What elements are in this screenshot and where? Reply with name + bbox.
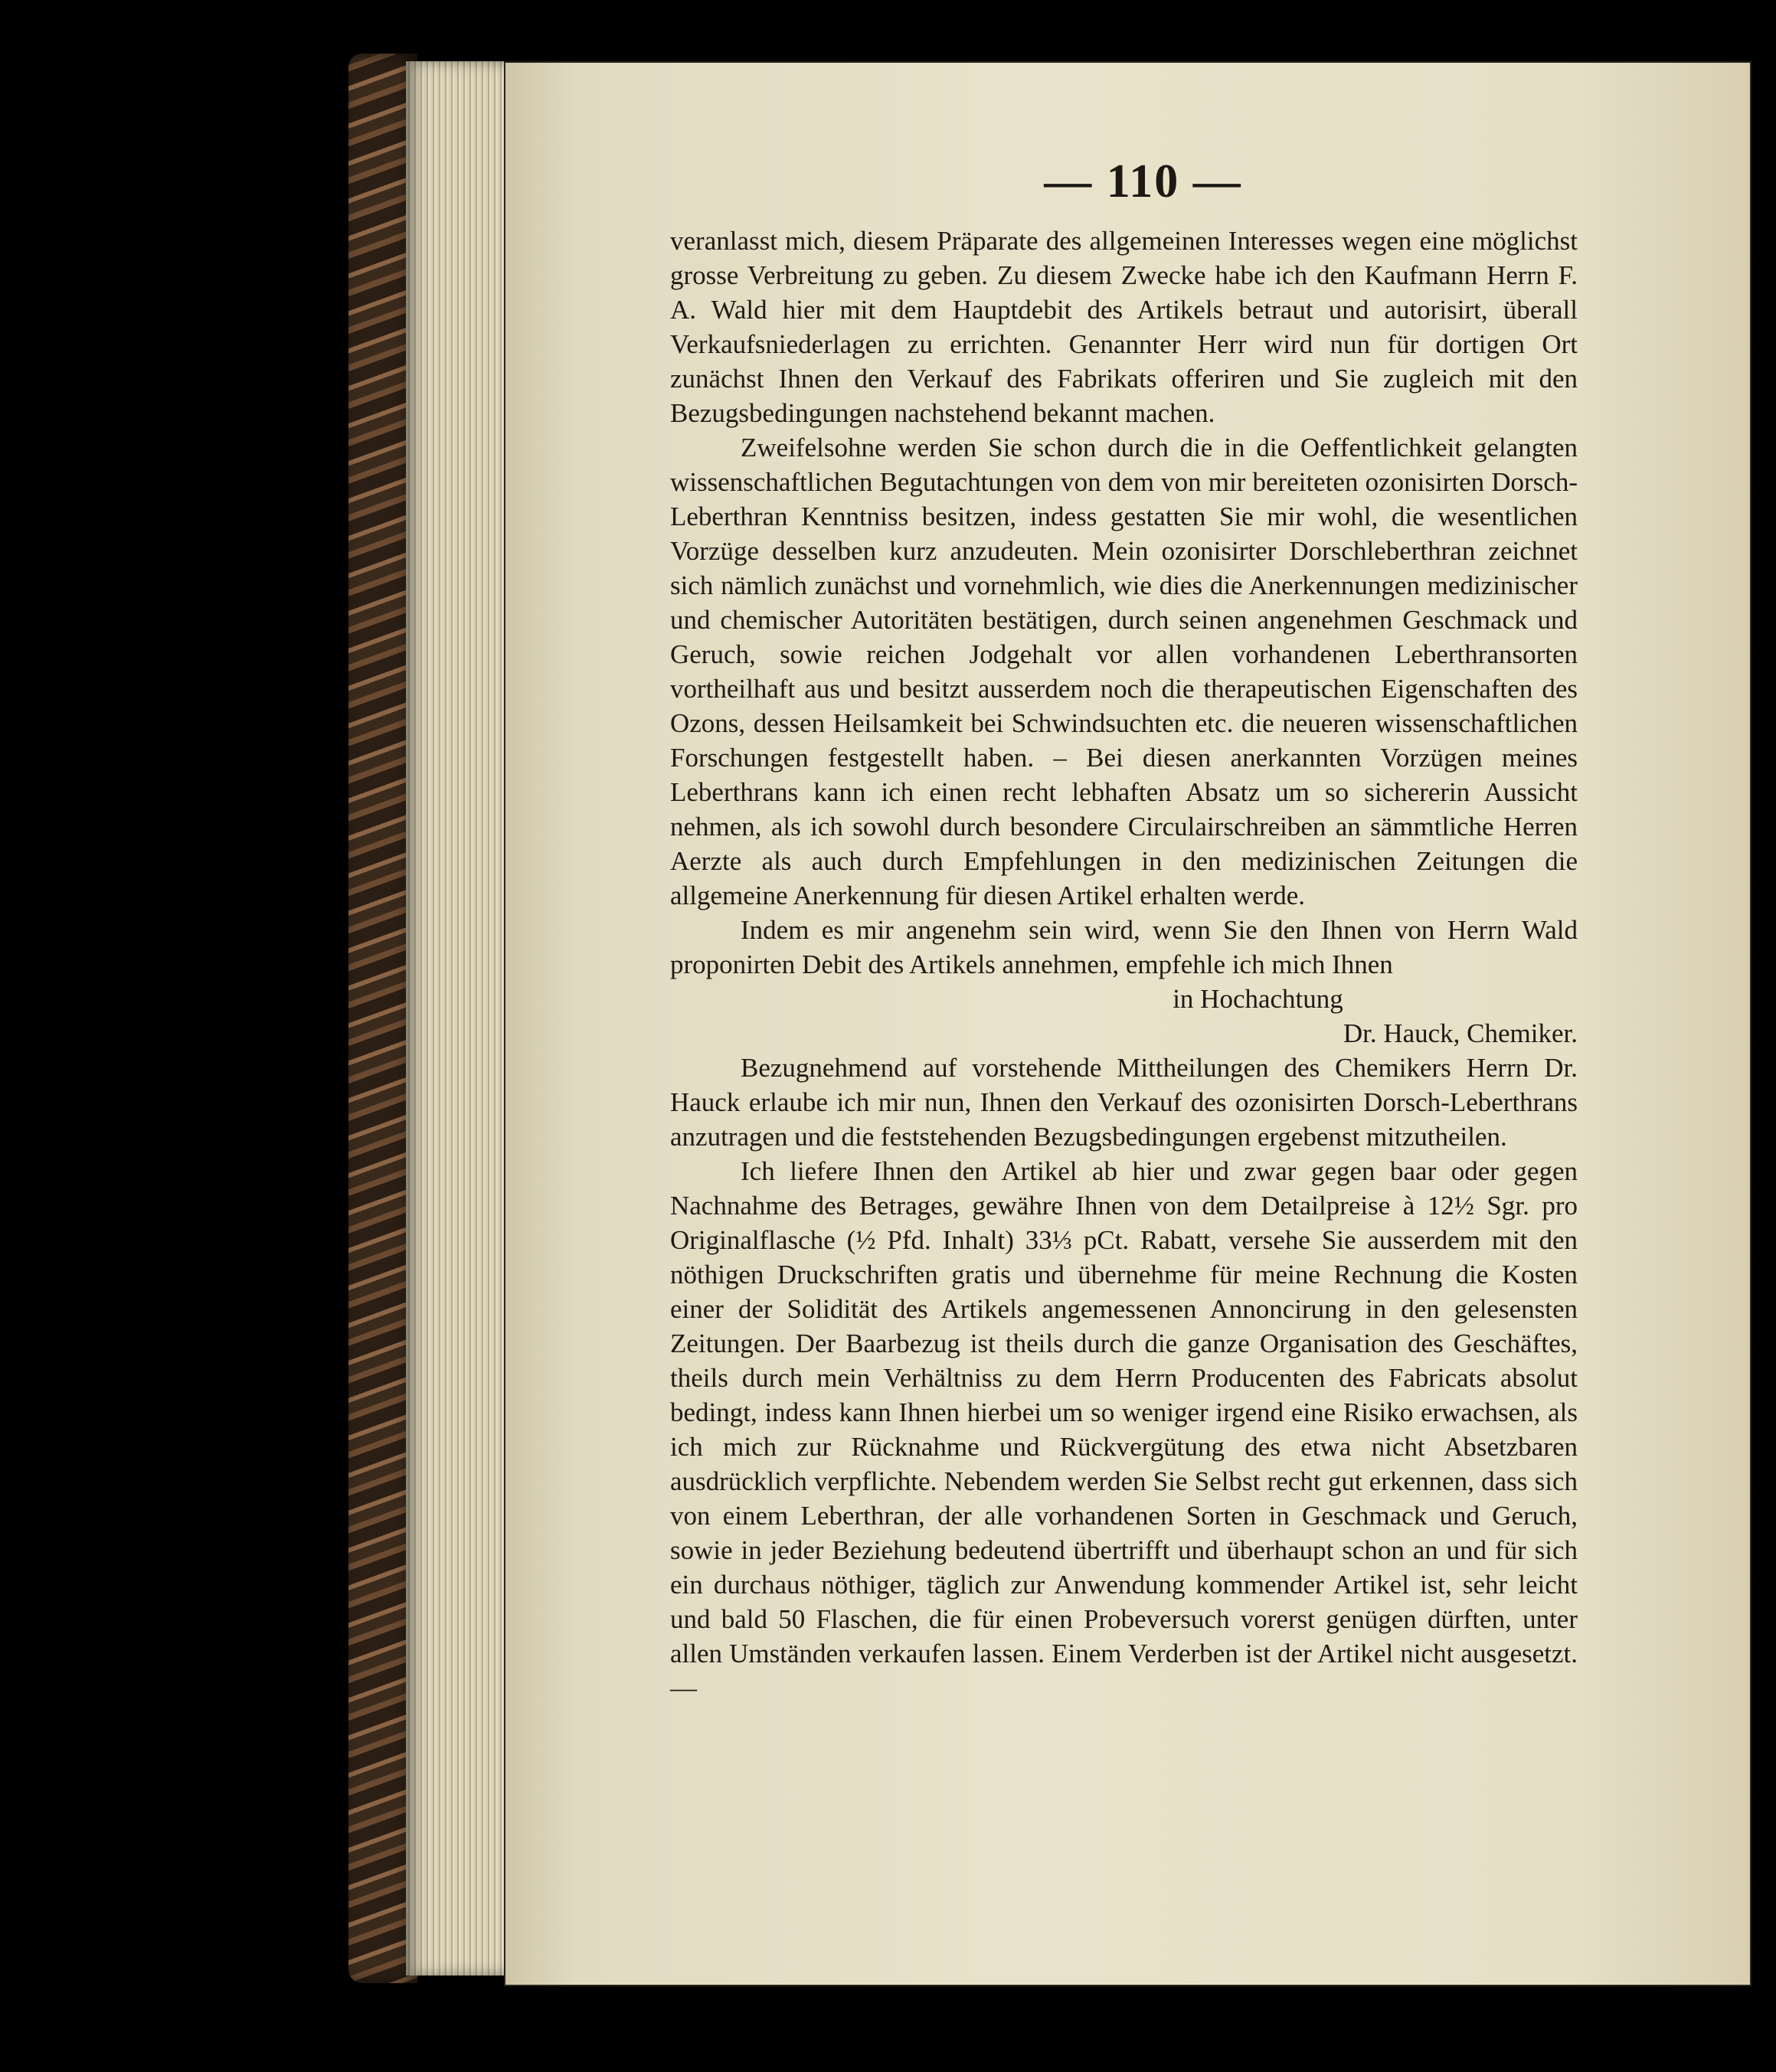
- closing-line: in Hochachtung: [1173, 984, 1343, 1014]
- paragraph-2: Zweifelsohne werden Sie schon durch die in die Oeffentlichkeit gelangten wissenschaftlichen Begutachtungen von dem von mir bereiteten ozonisirten Dorsch-Leberthran Kenntniss besitzen, indess gestatten Sie mir wohl, die wesentlichen Vorzüge desselben kurz anzudeuten. Mein ozonisirter Dorschleberthran zeichnet sich nämlich zunächst und vornehmlich, wie dies die Anerkennungen medizinischer und chemischer Autoritäten bestätigen, durch seinen angenehmen Geschmack und Geruch, sowie reichen Jodgehalt vor allen vorhandenen Leberthransorten vortheilhaft aus und besitzt ausserdem noch die therapeutischen Eigenschaften des Ozons, dessen Heilsamkeit bei Schwindsuchten etc. die neueren wissenschaftlichen Forschungen festgestellt haben. – Bei diesen anerkannten Vorzügen meines Leberthrans kann ich einen recht lebhaften Absatz um so sichererin Aussicht nehmen, als ich sowohl durch besondere Circulairschreiben an sämmtliche Herren Aerzte als auch durch Empfehlungen in den medizinischen Zeitungen die allgemeine Anerkennung für diesen Artikel erhalten werde.: [670, 433, 1578, 910]
- page-number: — 110 —: [1044, 155, 1242, 208]
- page-edges: [406, 61, 513, 1976]
- paragraph-1: veranlasst mich, diesem Präparate des allgemeinen Interesses wegen eine möglichst grosse Verbreitung zu geben. Zu diesem Zwecke habe ich den Kaufmann Herrn F. A. Wald hier mit dem Hauptdebit des Artikels betraut und autorisirt, überall Verkaufsniederlagen zu errichten. Genannter Herr wird nun für dortigen Ort zunächst Ihnen den Verkauf des Fabrikats offeriren und Sie zugleich mit den Bezugsbedingungen nachstehend bekannt machen.: [670, 226, 1578, 428]
- paragraph-5: Ich liefere Ihnen den Artikel ab hier und zwar gegen baar oder gegen Nachnahme des Betrages, gewähre Ihnen von dem Detailpreise à 12½ Sgr. pro Originalflasche (½ Pfd. Inhalt) 33⅓ pCt. Rabatt, versehe Sie ausserdem mit den nöthigen Druckschriften gratis und übernehme für meine Rechnung die Kosten einer der Solidität des Artikels angemessenen Annoncirung in den gelesensten Zeitungen. Der Baarbezug ist theils durch die ganze Organisation des Geschäftes, theils durch mein Verhältniss zu dem Herrn Producenten des Fabricats absolut bedingt, indess kann Ihnen hierbei um so weniger irgend eine Risiko erwachsen, als ich mich zur Rücknahme und Rückvergütung des etwa nicht Absetzbaren ausdrücklich verpflichte. Nebendem werden Sie Selbst recht gut erkennen, dass sich von einem Leberthran, der alle vorhandenen Sorten in Geschmack und Geruch, sowie in jeder Beziehung bedeutend übertrifft und überhaupt schon an und für sich ein durchaus nöthiger, täglich zur Anwendung kommender Artikel ist, sehr leicht und bald 50 Flaschen, die für einen Probeversuch vorerst genügen dürften, unter allen Umständen verkaufen lassen. Einem Verderben ist der Artikel nicht ausgesetzt. —: [670, 1156, 1578, 1703]
- book-page: [505, 63, 1750, 1985]
- paragraph-3: Indem es mir angenehm sein wird, wenn Sie den Ihnen von Herrn Wald proponirten Debit des Artikels annehmen, empfehle ich mich Ihnen: [670, 915, 1578, 979]
- body-text: [670, 224, 1578, 1705]
- signature-line: Dr. Hauck, Chemiker.: [1343, 1018, 1578, 1048]
- paragraph-4: Bezugnehmend auf vorstehende Mittheilungen des Chemikers Herrn Dr. Hauck erlaube ich mir nun, Ihnen den Verkauf des ozonisirten Dorsch-Leberthrans anzutragen und die feststehenden Bezugsbedingungen ergebenst mitzutheilen.: [670, 1053, 1578, 1152]
